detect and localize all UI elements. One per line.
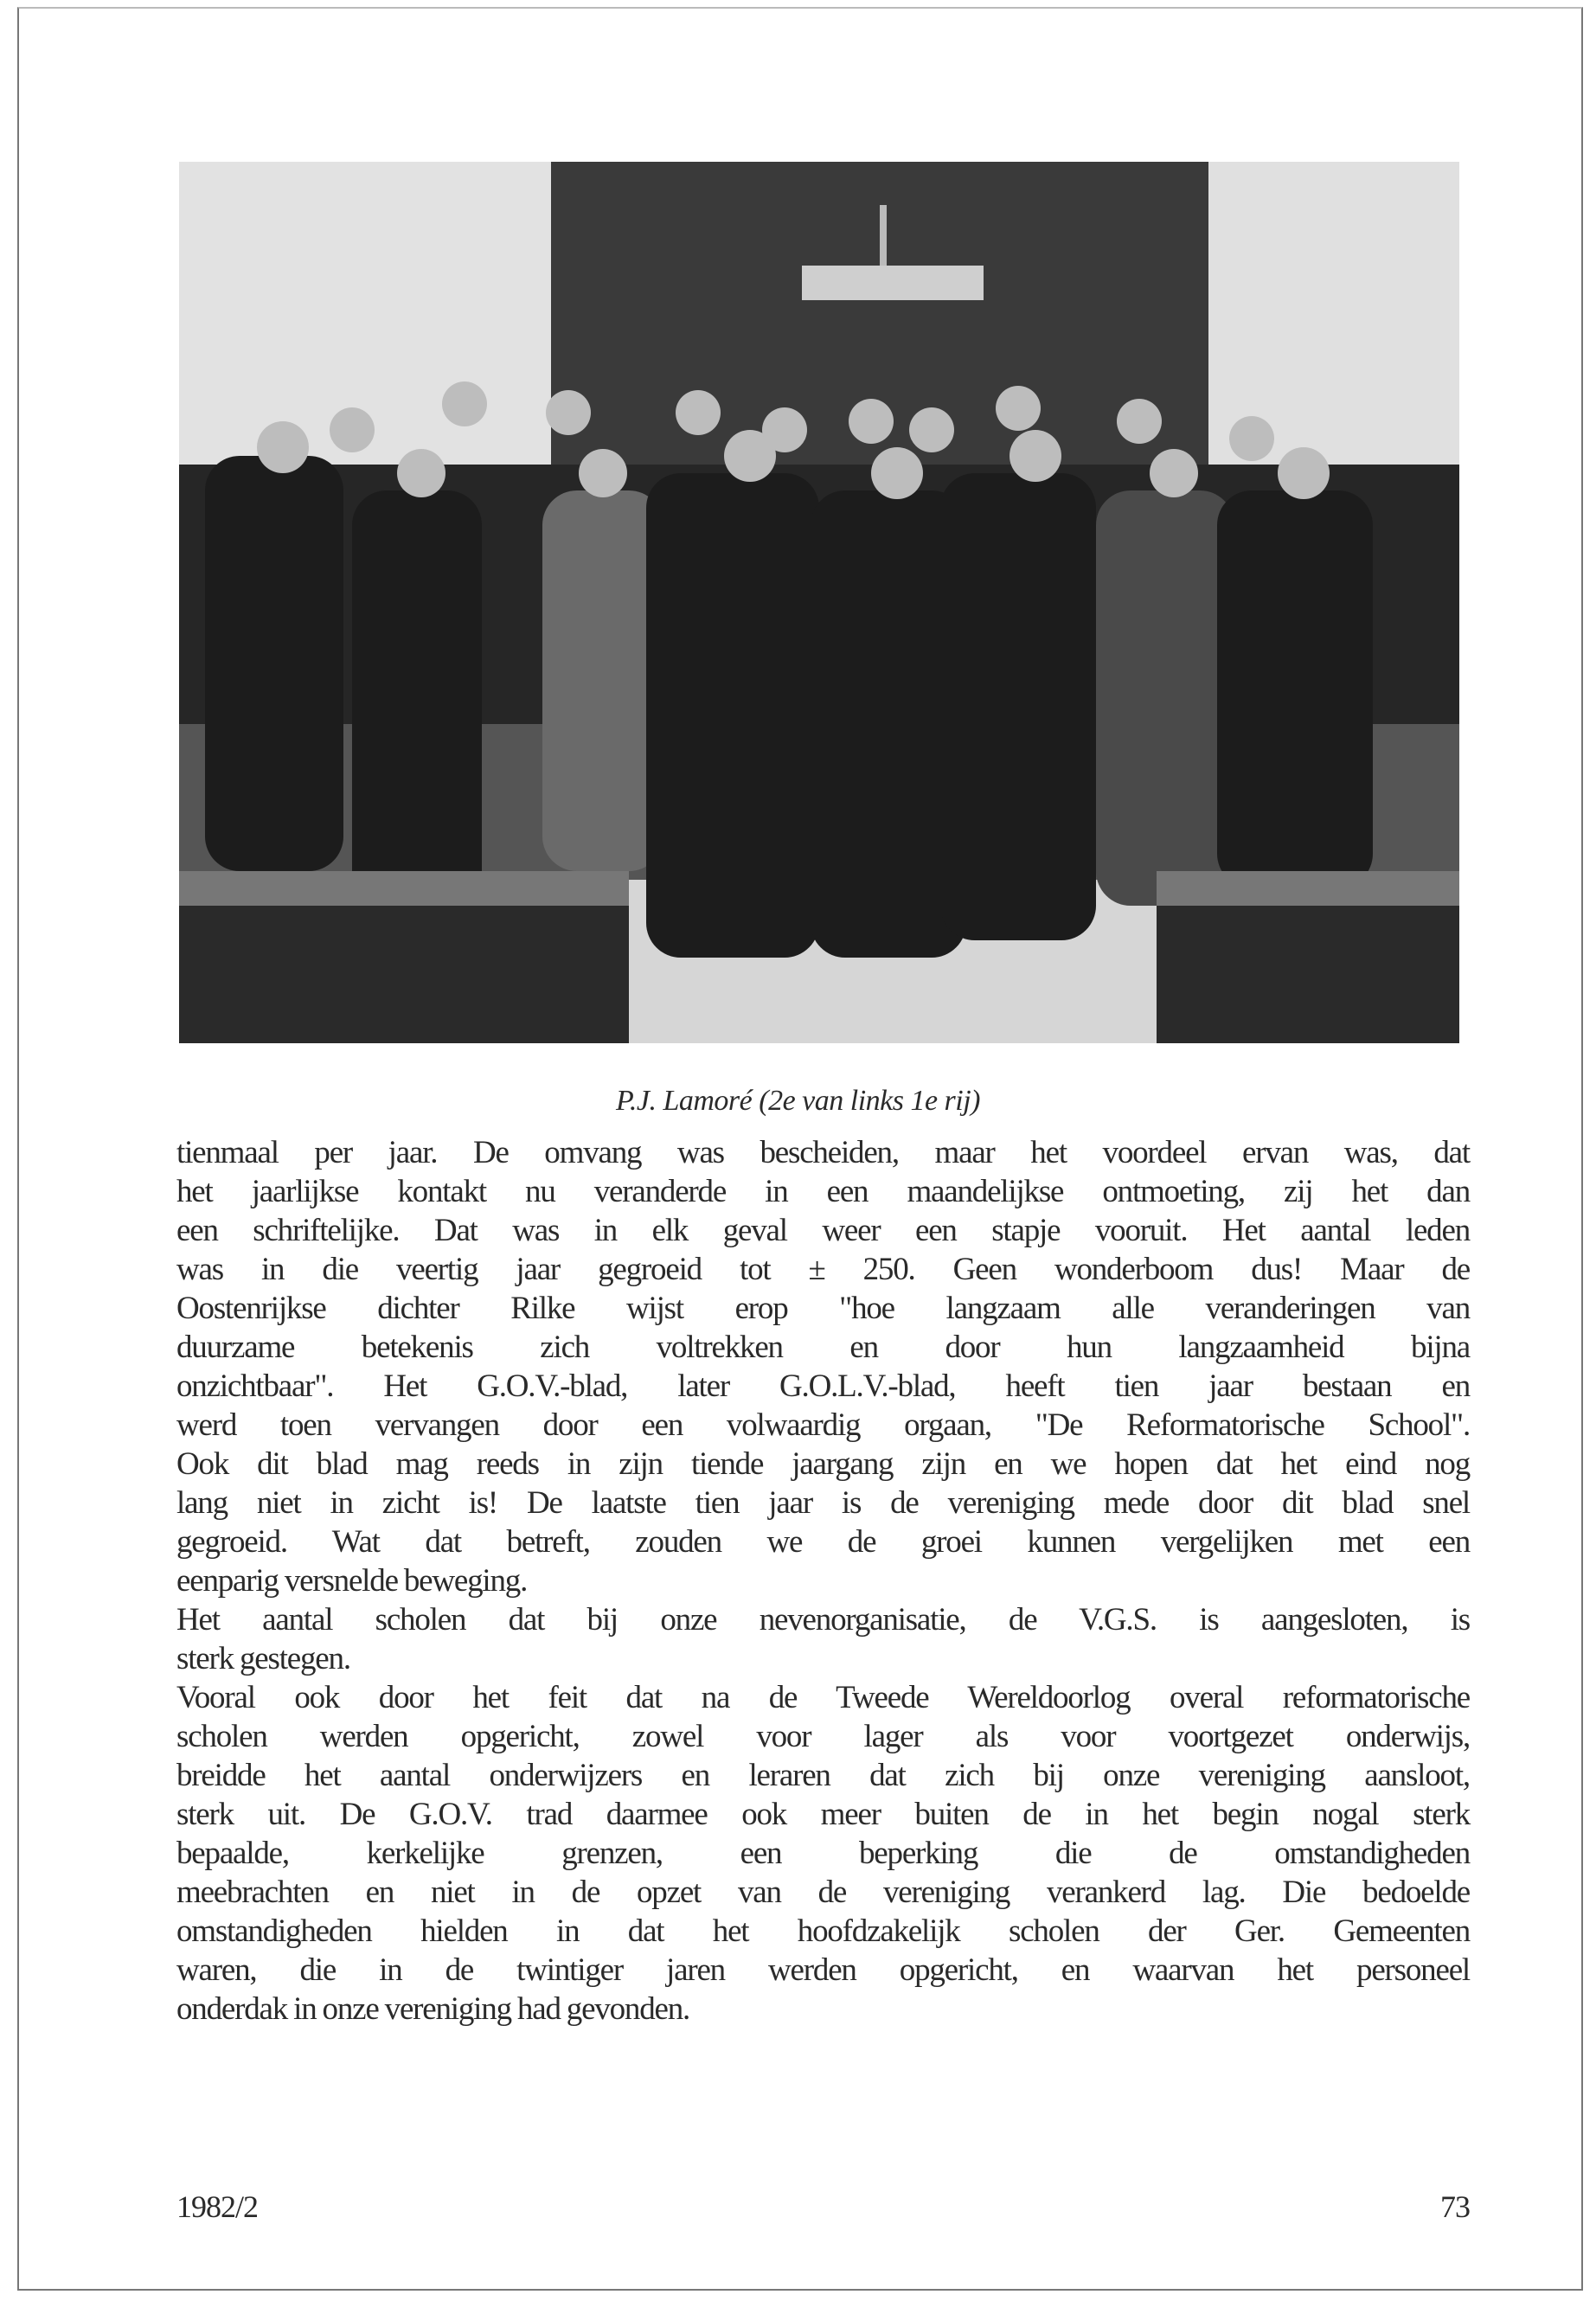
body-text (176, 1133, 1470, 2029)
text-line: scholen werden opgericht, zowel voor lager als voor voortgezet onderwijs, (176, 1719, 1470, 1754)
text-line: waren, die in de twintiger jaren werden opgericht, en waarvan het personeel (176, 1952, 1470, 1988)
text-line: Het aantal scholen dat bij onze nevenorganisatie, de V.G.S. is aangesloten, is (176, 1602, 1470, 1638)
text-line: Ook dit blad mag reeds in zijn tiende jaargang zijn en we hopen dat het eind nog (176, 1446, 1470, 1482)
text-line: een schriftelijke. Dat was in elk geval weer een stapje vooruit. Het aantal leden (176, 1213, 1470, 1248)
text-line: Vooral ook door het feit dat na de Tweede Wereldoorlog overal reformatorische (176, 1680, 1470, 1715)
page-number: 73 (1440, 2189, 1470, 2224)
text-line: gegroeid. Wat dat betreft, zouden we de groei kunnen vergelijken met een (176, 1524, 1470, 1560)
text-line: omstandigheden hielden in dat het hoofdzakelijk scholen der Ger. Gemeenten (176, 1913, 1470, 1949)
text-line: tienmaal per jaar. De omvang was bescheiden, maar het voordeel ervan was, dat (176, 1135, 1470, 1170)
text-line: onzichtbaar". Het G.O.V.-blad, later G.O.L.V.-blad, heeft tien jaar bestaan en (176, 1368, 1470, 1404)
text-line: meebrachten en niet in de opzet van de vereniging verankerd lag. Die bedoelde (176, 1875, 1470, 1910)
text-line: Oostenrijkse dichter Rilke wijst erop "hoe langzaam alle veranderingen van (176, 1291, 1470, 1326)
text-line: lang niet in zicht is! De laatste tien jaar is de vereniging mede door dit blad snel (176, 1485, 1470, 1521)
photo-caption: P.J. Lamoré (2e van links 1e rij) (615, 1085, 981, 1117)
text-line: sterk uit. De G.O.V. trad daarmee ook meer buiten de in het begin nogal sterk (176, 1797, 1470, 1832)
text-line: onderdak in onze vereniging had gevonden. (176, 1991, 690, 2027)
text-line: het jaarlijkse kontakt nu veranderde in een maandelijkse ontmoeting, zij het dan (176, 1174, 1470, 1209)
group-photo (179, 162, 1459, 1043)
text-line: werd toen vervangen door een volwaardig orgaan, "De Reformatorische School". (176, 1407, 1470, 1443)
issue-number: 1982/2 (176, 2189, 259, 2224)
text-line: was in die veertig jaar gegroeid tot ± 250. Geen wonderboom dus! Maar de (176, 1252, 1470, 1287)
text-line: eenparig versnelde beweging. (176, 1563, 528, 1599)
text-line: bepaalde, kerkelijke grenzen, een beperking die de omstandigheden (176, 1836, 1470, 1871)
text-line: duurzame betekenis zich voltrekken en door hun langzaamheid bijna (176, 1330, 1470, 1365)
text-line: sterk gestegen. (176, 1641, 350, 1676)
text-line: breidde het aantal onderwijzers en leraren dat zich bij onze vereniging aansloot, (176, 1758, 1470, 1793)
